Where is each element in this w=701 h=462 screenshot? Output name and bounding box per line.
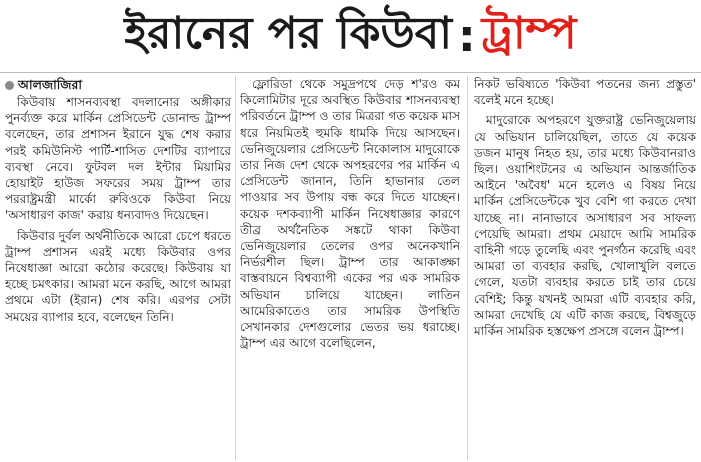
headline-main: ইরানের পর কিউবা — [124, 7, 452, 59]
byline — [5, 76, 231, 94]
article-headline — [0, 0, 701, 72]
column-divider — [467, 76, 468, 460]
headline-accent: ট্রাম্প — [481, 7, 577, 59]
article-paragraph: ফ্লোরিডা থেকে সমুদ্রপথে দেড় শ'রও কম কিলোমিটার দূরে অবস্থিত কিউবার শাসনব্যবস্থা পরিবর্তনে ট্রাম্প ও তার মিত্ররা গত কয়েক মাস ধরে নিয়মিতই হুমকি ধামকি দিয়ে আসছেন। ভেনিজুয়েলার প্রেসিডেন্ট নিকোলাস মাদুরোকে তার নিজ দেশ থেকে অপহরণের পর মার্কিন এ প্রেসিডেন্ট জানান, তিনি হাভানার তেল পাওয়ার সব উপায় বন্ধ করে দিতে যাচ্ছেন। কয়েক দশকব্যাপী মার্কিন নিষেধাজ্ঞার কারণে তীব্র অর্থনৈতিক সঙ্কটে থাকা কিউবা ভেনিজুয়েলার তেলের ওপর অনেকখানি নির্ভরশীল ছিল। ট্রাম্প তার আকাঙ্ক্ষা বাস্তবায়নে বিশ্বব্যাপী একের পর এক সামরিক অভিযান চালিয়ে যাচ্ছেন। লাতিন আমেরিকাতেও তার সামরিক উপস্থিতি সেখানকার দেশগুলোর ভেতর ভয় ধরাচ্ছে। ট্রাম্প এর আগে বলেছিলেন, — [240, 77, 460, 351]
headline-colon: : — [458, 10, 476, 62]
article-column-2 — [240, 76, 460, 460]
column-divider — [235, 76, 236, 460]
article-paragraph: মাদুরোকে অপহরণে যুক্তরাষ্ট্র ভেনিজুয়েলায় যে অভিযান চালিয়েছিল, তাতে যে কয়েক ডজন মানুষ নিহত হয়, তার মধ্যে কিউবানরাও ছিল। ওয়াশিংটনের এ অভিযান আন্তর্জাতিক আইনে 'অবৈধ' মনে হলেও এ বিষয় নিয়ে মার্কিন প্রেসিডেন্টকে খুব বেশি গা করতে দেখা যাচ্ছে না। নানাভাবে অসাধারণ সব সাফল্য পেয়েছি আমরা। প্রথম মেয়াদে আমি সামরিক বাহিনী গড়ে তুলেছি এবং পুনর্গঠন করেছি এবং আমরা তা ব্যবহার করছি, খোলাখুলি বলতে গেলে, যতটা ব্যবহার করতে চাই তার চেয়ে বেশিই; কিন্তু যখনই আমরা এটি ব্যবহার করি, আমরা দেখেছি যে এটি কাজ করছে, বিশ্বজুড়ে মার্কিন সামরিক হস্তক্ষেপ প্রসঙ্গে বলেন ট্রাম্প। — [474, 113, 696, 339]
article-paragraph: কিউবার দুর্বল অর্থনীতিকে আরো চেপে ধরতে ট্রাম্প প্রশাসন এরই মধ্যে কিউবার ওপর নিষেধাজ্ঞা আরো কঠোর করেছে। কিউবায় যা হচ্ছে চমৎকার। আমরা মনে করছি, আগে আমরা প্রথমে এটা (ইরান) শেষ করি। এরপর সেটা সময়ের ব্যাপার হবে, বলেছেন তিনি। — [5, 228, 231, 324]
article-column-1 — [5, 76, 231, 460]
article-column-3 — [474, 76, 696, 460]
article-paragraph: কিউবায় শাসনব্যবস্থা বদলানোর অঙ্গীকার পুনর্ব্যক্ত করে মার্কিন প্রেসিডেন্ট ডোনাল্ড ট্রাম্প বলেছেন, তার প্রশাসন ইরানে যুদ্ধ শেষ করার পরই কমিউনিস্ট পার্টি-শাসিত দেশটির ব্যাপারে ব্যবস্থা নেবে। ফুটবল দল ইন্টার মিয়ামির হোয়াইট হাউজ সফরের সময় ট্রাম্প তার পররাষ্ট্রমন্ত্রী মার্কো রুবিওকে কিউবা নিয়ে 'অসাধারণ কাজ' করায় ধন্যবাদও দিয়েছেন। — [5, 95, 231, 223]
headline-rule — [0, 72, 701, 73]
article-paragraph-continued: নিকট ভবিষ্যতে 'কিউবা পতনের জন্য প্রস্তুত' বলেই মনে হচ্ছে। — [474, 77, 696, 108]
byline-source: আলজাজিরা — [18, 76, 82, 92]
bullet-icon — [5, 81, 14, 90]
